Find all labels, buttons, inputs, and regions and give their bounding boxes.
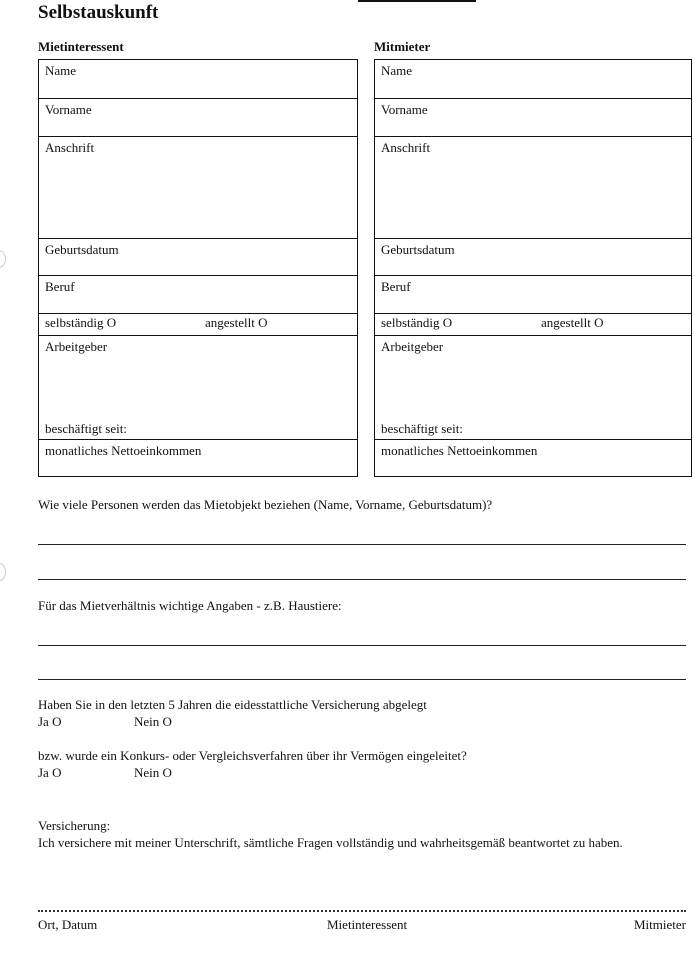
angestellt-option[interactable]: angestellt O xyxy=(541,315,604,330)
anschrift-field[interactable] xyxy=(375,136,691,238)
question-details: Für das Mietverhältnis wichtige Angaben - z.B. Haustiere: xyxy=(38,598,342,613)
column-header-applicant: Mietinteressent xyxy=(38,39,124,54)
signature-applicant-label: Mietinteressent xyxy=(327,917,408,932)
arbeitgeber-label: Arbeitgeber xyxy=(381,339,444,354)
co-tenant-form-box xyxy=(374,59,692,477)
geburtsdatum-field[interactable] xyxy=(39,238,357,275)
employment-type-row xyxy=(39,313,357,335)
beschaeftigt-seit-label: beschäftigt seit: xyxy=(45,421,127,436)
signature-line[interactable] xyxy=(38,910,686,912)
beschaeftigt-seit-label: beschäftigt seit: xyxy=(381,421,463,436)
vorname-label: Vorname xyxy=(381,102,428,117)
affidavit-yes-option[interactable]: Ja O xyxy=(38,714,62,729)
bankruptcy-no-option[interactable]: Nein O xyxy=(134,765,172,780)
beruf-field[interactable] xyxy=(375,275,691,313)
name-field[interactable] xyxy=(375,60,691,98)
top-rule xyxy=(358,0,476,2)
anschrift-label: Anschrift xyxy=(45,140,95,155)
affidavit-options xyxy=(38,714,172,730)
applicant-form-box xyxy=(38,59,358,477)
selbstaendig-option[interactable]: selbständig O xyxy=(381,315,453,330)
employment-type-row xyxy=(375,313,691,335)
answer-line[interactable] xyxy=(38,544,686,545)
affidavit-no-option[interactable]: Nein O xyxy=(134,714,172,729)
selbstaendig-option[interactable]: selbständig O xyxy=(45,315,117,330)
arbeitgeber-label: Arbeitgeber xyxy=(45,339,108,354)
punch-hole-mark xyxy=(0,250,6,268)
arbeitgeber-field[interactable] xyxy=(39,335,357,439)
punch-hole-mark xyxy=(0,563,6,581)
declaration-heading: Versicherung: xyxy=(38,818,111,833)
geburtsdatum-field[interactable] xyxy=(375,238,691,275)
anschrift-field[interactable] xyxy=(39,136,357,238)
beruf-field[interactable] xyxy=(39,275,357,313)
bankruptcy-options xyxy=(38,765,172,781)
vorname-label: Vorname xyxy=(45,102,92,117)
question-bankruptcy: bzw. wurde ein Konkurs- oder Vergleichsverfahren über ihr Vermögen eingeleitet? xyxy=(38,748,467,763)
question-affidavit: Haben Sie in den letzten 5 Jahren die eidesstattliche Versicherung abgelegt xyxy=(38,697,427,712)
nettoeinkommen-label: monatliches Nettoeinkommen xyxy=(381,443,538,458)
geburtsdatum-label: Geburtsdatum xyxy=(381,242,455,257)
answer-line[interactable] xyxy=(38,645,686,646)
name-label: Name xyxy=(45,63,77,78)
answer-line[interactable] xyxy=(38,579,686,580)
anschrift-label: Anschrift xyxy=(381,140,431,155)
answer-line[interactable] xyxy=(38,679,686,680)
question-persons: Wie viele Personen werden das Mietobjekt beziehen (Name, Vorname, Geburtsdatum)? xyxy=(38,497,493,512)
page-title: Selbstauskunft xyxy=(38,2,159,23)
vorname-field[interactable] xyxy=(39,98,357,136)
angestellt-option[interactable]: angestellt O xyxy=(205,315,268,330)
nettoeinkommen-field[interactable] xyxy=(39,439,357,476)
vorname-field[interactable] xyxy=(375,98,691,136)
signature-co-tenant-label: Mitmieter xyxy=(634,917,686,932)
declaration-text: Ich versichere mit meiner Unterschrift, sämtliche Fragen vollständig und wahrheitsgemäß beantwortet zu haben. xyxy=(38,835,623,850)
name-field[interactable] xyxy=(39,60,357,98)
beruf-label: Beruf xyxy=(381,279,411,294)
arbeitgeber-field[interactable] xyxy=(375,335,691,439)
column-header-co-tenant: Mitmieter xyxy=(374,39,431,54)
bankruptcy-yes-option[interactable]: Ja O xyxy=(38,765,62,780)
nettoeinkommen-field[interactable] xyxy=(375,439,691,476)
signature-place-date-label: Ort, Datum xyxy=(38,917,98,932)
nettoeinkommen-label: monatliches Nettoeinkommen xyxy=(45,443,202,458)
beruf-label: Beruf xyxy=(45,279,75,294)
geburtsdatum-label: Geburtsdatum xyxy=(45,242,119,257)
name-label: Name xyxy=(381,63,413,78)
